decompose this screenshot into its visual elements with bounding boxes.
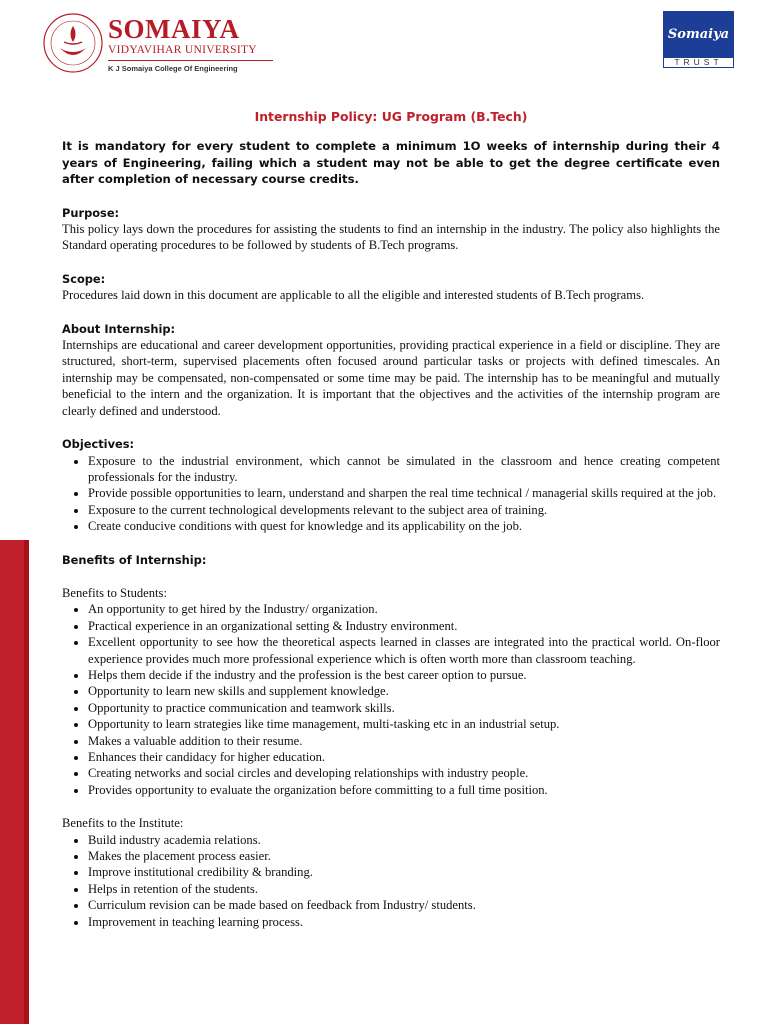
somaiya-emblem-icon	[42, 12, 104, 74]
list-item: • Enhances their candidacy for higher education.	[88, 749, 720, 765]
trust-logo-box	[663, 11, 734, 57]
side-bar-top-mask	[0, 0, 29, 540]
document-body	[62, 109, 720, 947]
list-item: • Provide possible opportunities to learn, understand and sharpen the real time technical / managerial skills required at the job.	[88, 485, 720, 501]
list-item: • Opportunity to learn strategies like time management, multi-tasking etc in an industrial setup.	[88, 716, 720, 732]
list-item: • Curriculum revision can be made based on feedback from Industry/ students.	[88, 897, 720, 913]
list-item: • Provides opportunity to evaluate the organization before committing to a full time position.	[88, 782, 720, 798]
trust-word: TRUST	[663, 57, 734, 68]
page-title: Internship Policy: UG Program (B.Tech)	[254, 109, 528, 124]
brand-divider	[108, 60, 273, 61]
purpose-text: This policy lays down the procedures for assisting the students to find an internship in the industry. The policy also highlights the Standard operating procedures to be followed by students of B.Tech programs.	[62, 222, 720, 253]
list-item: • Creating networks and social circles and developing relationships with industry people.	[88, 765, 720, 781]
list-item: • Exposure to the industrial environment, which cannot be simulated in the classroom and hence creating competent professionals for the industry.	[88, 453, 720, 486]
about-heading: About Internship:	[62, 321, 176, 336]
list-item: • Helps them decide if the industry and the profession is the best career option to pursue.	[88, 667, 720, 683]
intro-paragraph: It is mandatory for every student to complete a minimum 1O weeks of internship during their 4 years of Engineering, failing which a student may not be able to get the degree certificate even after completion of necessary course credits.	[62, 139, 720, 187]
scope-heading: Scope:	[62, 271, 106, 286]
institute-benefits-label: Benefits to the Institute:	[62, 816, 184, 831]
spacer	[62, 568, 720, 585]
purpose-heading: Purpose:	[62, 205, 120, 220]
benefits-heading: Benefits of Internship:	[62, 552, 207, 567]
brand-name: SOMAIYA	[108, 14, 240, 44]
university-logo	[42, 12, 257, 74]
objectives-heading: Objectives:	[62, 437, 135, 452]
list-item: • Opportunity to learn new skills and supplement knowledge.	[88, 683, 720, 699]
college-name: K J Somaiya College Of Engineering	[108, 64, 238, 73]
list-item: • Improvement in teaching learning process.	[88, 914, 720, 930]
trust-script: Somaiya	[667, 26, 730, 42]
about-text: Internships are educational and career development opportunities, providing practical experience in a field or discipline. They are structured, short-term, supervised placements often focused around particular tasks or projects with defined timescales. An internship may be compensated, non-compensated or some time may be paid. The internship has to be meaningful and mutually beneficial to the intern and the organization. It is important that the objectives and the activities of the internship program are clearly defined and understood.	[62, 338, 720, 418]
students-benefits-list	[62, 601, 720, 798]
brand-subtitle: VIDYAVIHAR UNIVERSITY	[108, 44, 257, 56]
list-item: • Opportunity to practice communication and teamwork skills.	[88, 700, 720, 716]
list-item: • Excellent opportunity to see how the theoretical aspects learned in classes are integrated into the practical world. On-floor experience provides much more professional experience which is often worth more than classroom teaching.	[88, 634, 720, 667]
list-item: • Makes the placement process easier.	[88, 848, 720, 864]
list-item: • Makes a valuable addition to their resume.	[88, 733, 720, 749]
list-item: • Exposure to the current technological developments relevant to the subject area of training.	[88, 502, 720, 518]
list-item: • Improve institutional credibility & branding.	[88, 864, 720, 880]
objectives-list	[62, 453, 720, 535]
list-item: • Build industry academia relations.	[88, 832, 720, 848]
institute-benefits-list	[62, 832, 720, 930]
list-item: • Create conducive conditions with quest for knowledge and its applicability on the job.	[88, 518, 720, 534]
students-benefits-label: Benefits to Students:	[62, 585, 167, 600]
list-item: • Helps in retention of the students.	[88, 881, 720, 897]
list-item: • Practical experience in an organizational setting & Industry environment.	[88, 618, 720, 634]
trust-logo	[663, 11, 734, 68]
scope-text: Procedures laid down in this document are applicable to all the eligible and interested students of B.Tech programs.	[62, 288, 645, 303]
list-item: • An opportunity to get hired by the Industry/ organization.	[88, 601, 720, 617]
